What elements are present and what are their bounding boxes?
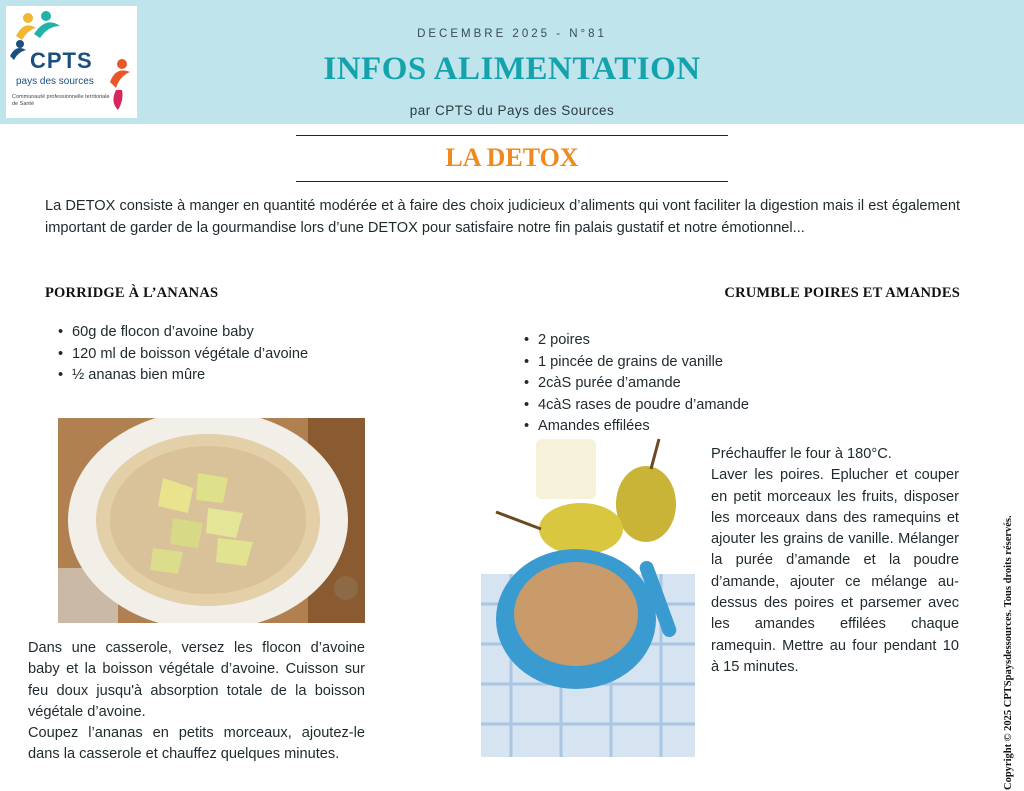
method-step: Dans une casserole, versez les flocon d’avoine baby et la boisson végétale d’avoine. Cuisson sur feu doux jusqu'à absorption totale de la boisson végétale d’avoine. [28,640,365,720]
ingredient-item: • 2càS purée d’amande [524,373,804,395]
ingredient-list-porridge [58,322,320,387]
header-band [0,0,1024,124]
crumble-photo [481,434,695,757]
method-crumble [711,444,959,678]
newsletter-title: INFOS ALIMENTATION [323,51,701,87]
issue-number: DECEMBRE 2025 - N°81 [417,28,607,40]
method-step: Coupez l’ananas en petits morceaux, ajoutez-le dans la casserole et chauffez quelques minutes. [28,725,365,763]
recipe-title-porridge: PORRIDGE À L’ANANAS [45,285,219,301]
method-step: Laver les poires. Eplucher et couper en petit morceaux les fruits, disposer les morceaux dans des ramequins et ajouter les grains de vanille. Mélanger la purée d’amande et la poudre d’amande, ajouter ce mélange au-dessus des poires et parsemer avec les amandes effilées chaque ramequin. Mettre au four pendant 10 à 15 minutes. [711,467,959,675]
ingredient-item: • 60g de flocon d’avoine baby [58,322,320,344]
intro-paragraph: La DETOX consiste à manger en quantité modérée et à faire des choix judicieux d’aliments qui vont faciliter la digestion mais il est également important de garder de la gourmandise lors d’une DETOX pour satisfaire notre fin palais gustatif et notre émotionnel... [45,198,960,236]
porridge-photo [58,418,365,623]
logo-subtitle: pays des sources [16,76,94,87]
ingredient-item: • ½ ananas bien mûre [58,365,320,387]
ingredient-item: • 4càS rases de poudre d’amande [524,395,804,417]
section-title: LA DETOX [445,143,579,172]
ingredient-item: • Amandes effilées [524,416,804,438]
ingredient-item: • 1 pincée de grains de vanille [524,352,804,374]
method-step: Préchauffer le four à 180°C. [711,446,892,462]
recipe-title-crumble: CRUMBLE POIRES ET AMANDES [724,285,960,301]
byline: par CPTS du Pays des Sources [409,103,615,118]
title-rule-top [296,135,728,136]
ingredient-list-crumble [524,330,804,438]
ingredient-item: • 2 poires [524,330,804,352]
logo-tagline: Communauté professionnelle territoriale de Santé [12,94,110,107]
logo-name: CPTS [30,48,93,73]
copyright-notice: Copyright © 2025 CPTSpaysdessources. Tous droits réservés. [1003,515,1014,790]
ingredient-item: • 120 ml de boisson végétale d’avoine [58,344,320,366]
method-porridge [28,638,365,766]
title-rule-bottom [296,181,728,182]
